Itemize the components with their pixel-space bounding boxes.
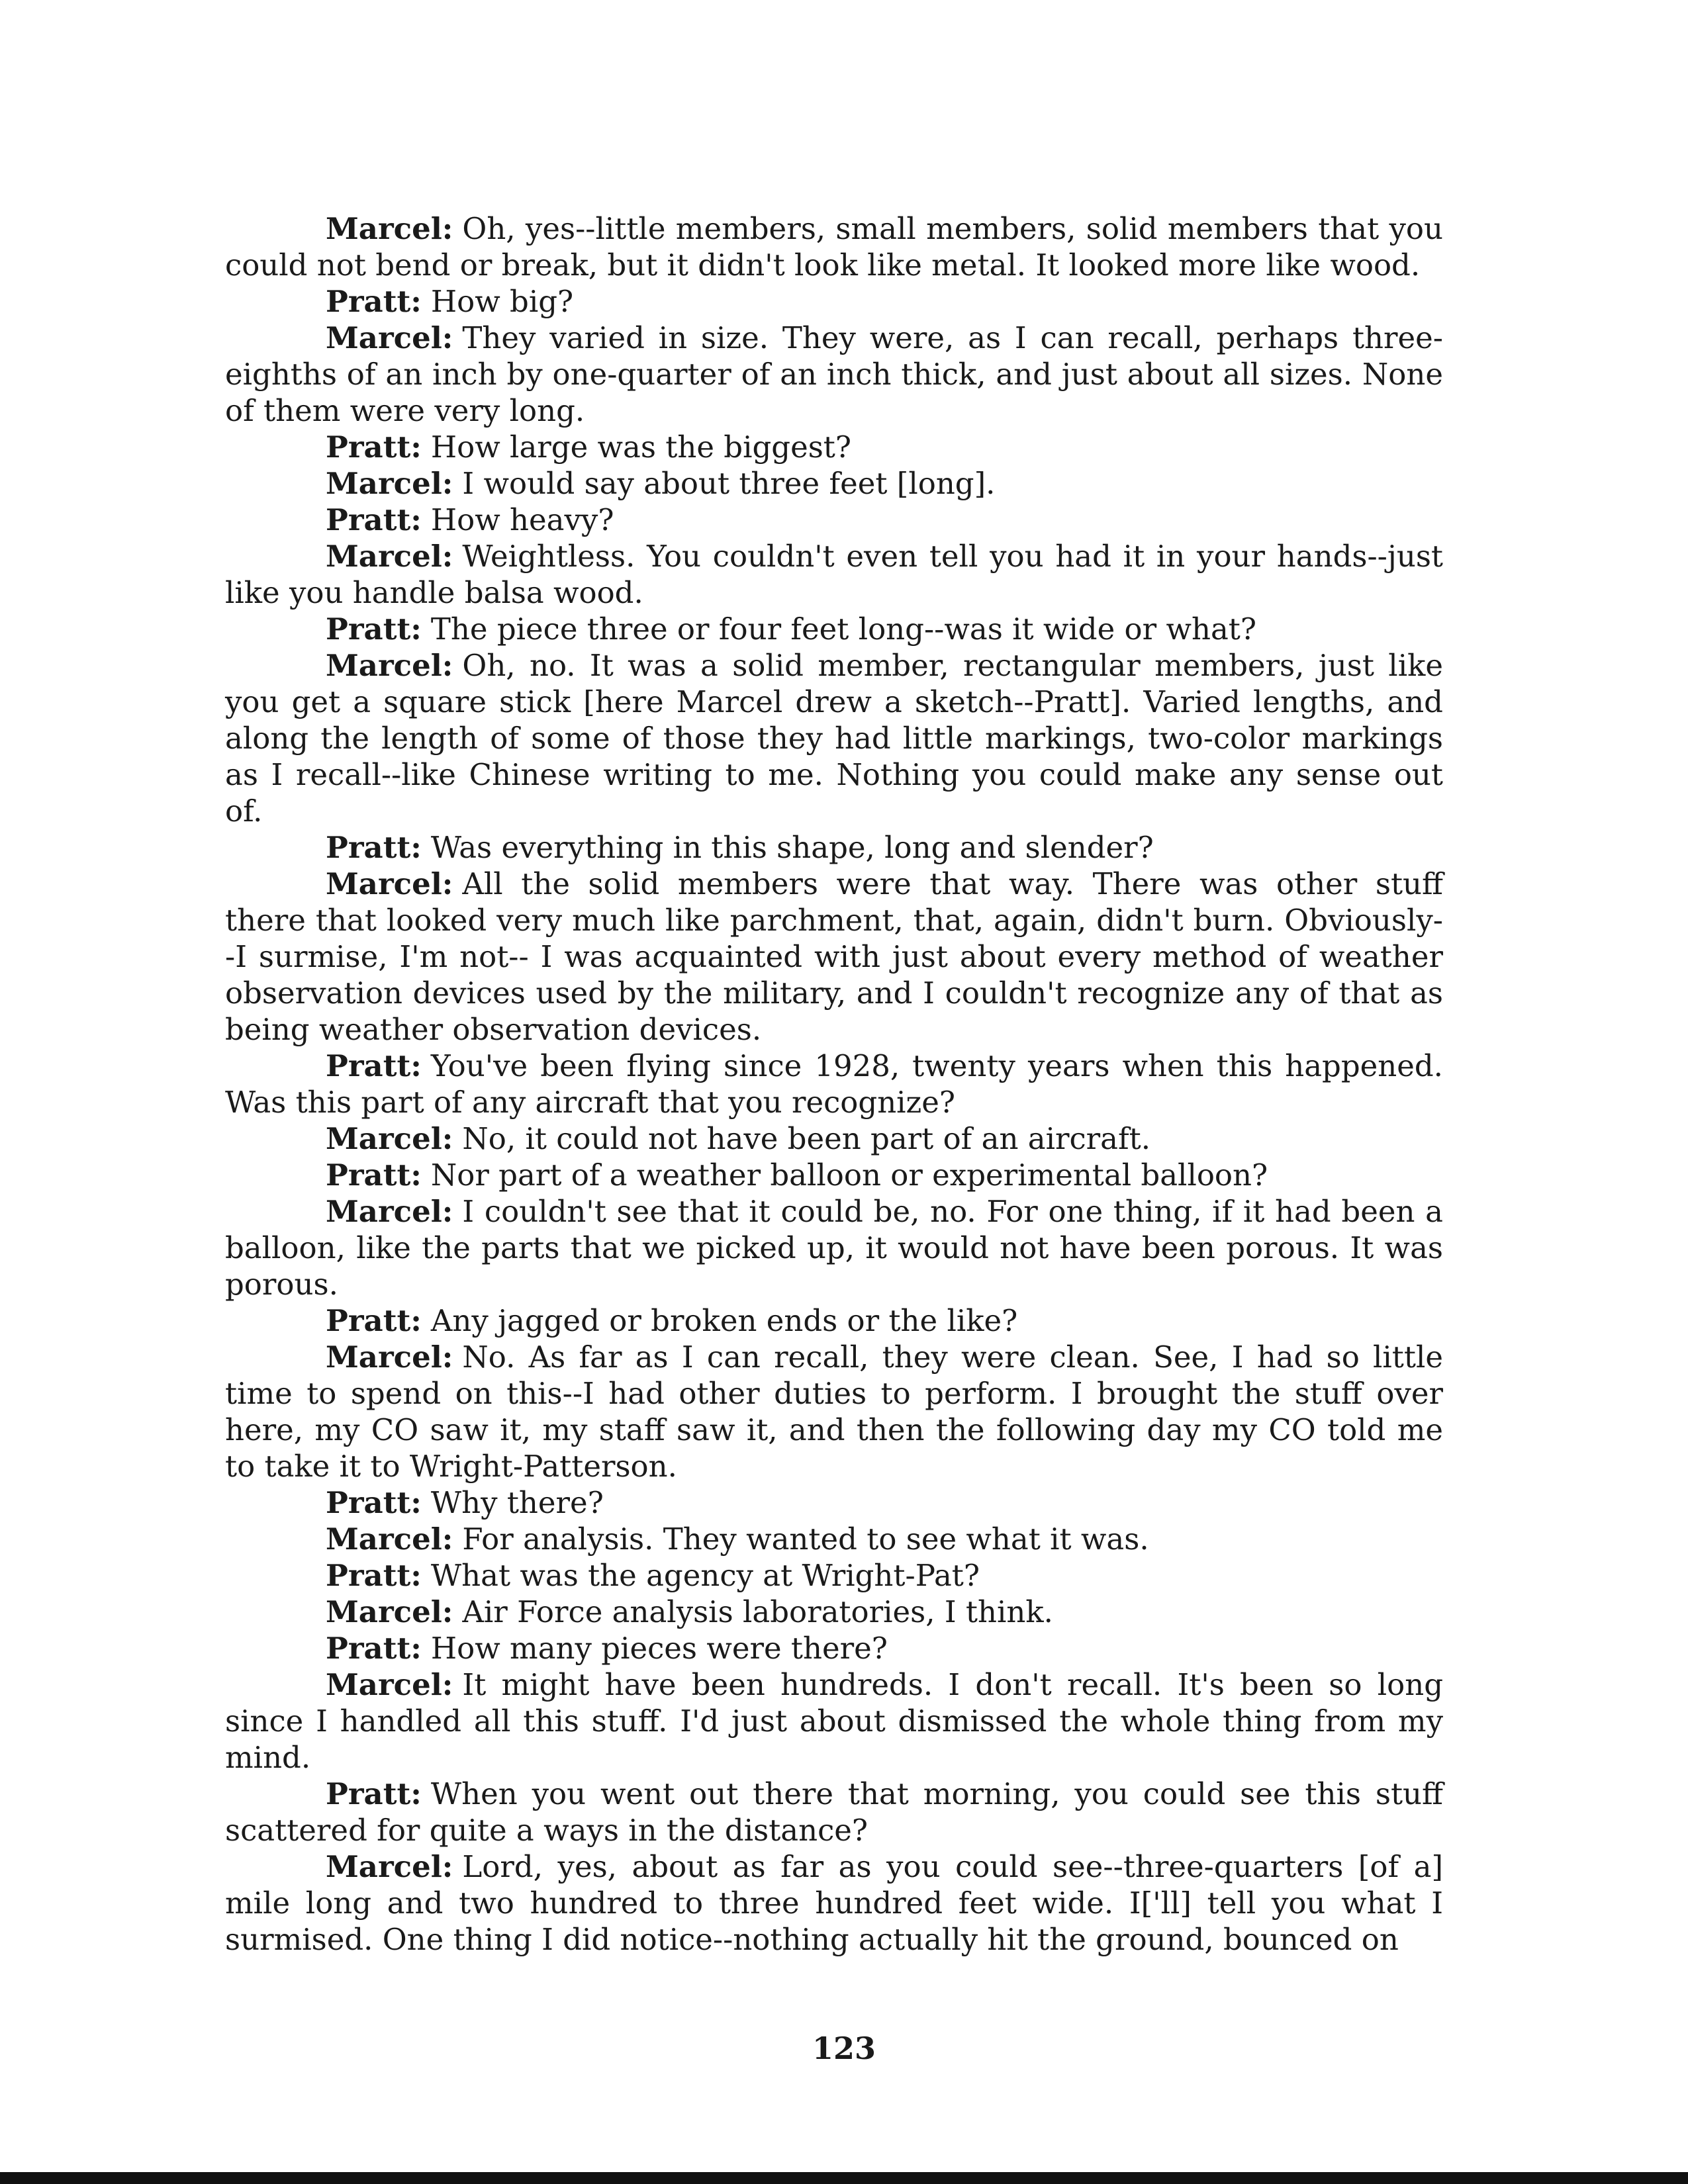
transcript-paragraph [225, 1120, 1443, 1157]
speaker-label: Pratt: [326, 1485, 422, 1520]
speaker-label: Marcel: [326, 648, 453, 683]
speaker-label: Marcel: [326, 1194, 453, 1229]
dialogue-text: No. As far as I can recall, they were clean. See, I had so little time to spend on this--I had other duties to perform. I brought the stuff over here, my CO saw it, my staff saw it, and then the following day my CO told me to take it to Wright-Patterson. [225, 1340, 1443, 1484]
transcript-paragraph [225, 647, 1443, 829]
dialogue-text: Was everything in this shape, long and slender? [430, 830, 1154, 865]
speaker-label: Marcel: [326, 1849, 453, 1884]
speaker-label: Pratt: [326, 502, 422, 537]
transcript-paragraph [225, 1302, 1443, 1339]
dialogue-text: How big? [430, 284, 574, 319]
speaker-label: Marcel: [326, 1667, 453, 1702]
transcript-paragraph [225, 502, 1443, 538]
scan-bottom-edge [0, 2172, 1688, 2184]
speaker-label: Marcel: [326, 1594, 453, 1629]
transcript-paragraph [225, 283, 1443, 320]
transcript-paragraph [225, 1557, 1443, 1594]
dialogue-text: What was the agency at Wright-Pat? [430, 1558, 980, 1593]
dialogue-text: How large was the biggest? [430, 430, 852, 465]
transcript-paragraph [225, 210, 1443, 283]
dialogue-text: You've been flying since 1928, twenty years when this happened. Was this part of any aircraft that you recognize? [225, 1048, 1443, 1120]
dialogue-text: The piece three or four feet long--was it wide or what? [430, 612, 1256, 647]
transcript-paragraph [225, 320, 1443, 429]
dialogue-text: They varied in size. They were, as I can recall, perhaps three-eighths of an inch by one-quarter of an inch thick, and just about all sizes. None of them were very long. [225, 320, 1443, 428]
dialogue-text: When you went out there that morning, you could see this stuff scattered for quite a ways in the distance? [225, 1776, 1443, 1848]
transcript-paragraph [225, 1193, 1443, 1302]
speaker-label: Pratt: [326, 284, 422, 319]
dialogue-text: Why there? [430, 1485, 604, 1520]
speaker-label: Pratt: [326, 1303, 422, 1338]
transcript-paragraph [225, 1776, 1443, 1848]
transcript-paragraph [225, 1630, 1443, 1666]
speaker-label: Marcel: [326, 466, 453, 501]
transcript-paragraph [225, 1594, 1443, 1630]
speaker-label: Marcel: [326, 1522, 453, 1557]
dialogue-text: Air Force analysis laboratories, I think. [462, 1594, 1053, 1629]
speaker-label: Marcel: [326, 211, 453, 246]
transcript-paragraph [225, 1339, 1443, 1484]
speaker-label: Pratt: [326, 1558, 422, 1593]
interview-transcript [225, 210, 1443, 1958]
transcript-paragraph [225, 1048, 1443, 1120]
transcript-paragraph [225, 429, 1443, 465]
dialogue-text: Oh, no. It was a solid member, rectangular members, just like you get a square stick [here Marcel drew a sketch--Pratt]. Varied lengths, and along the length of some of those they had little markings, two-color markings as I recall--like Chinese writing to me. Nothing you could make any sense out of. [225, 648, 1443, 829]
speaker-label: Pratt: [326, 1158, 422, 1193]
speaker-label: Pratt: [326, 830, 422, 865]
dialogue-text: For analysis. They wanted to see what it was. [462, 1522, 1149, 1557]
transcript-paragraph [225, 1848, 1443, 1958]
speaker-label: Pratt: [326, 1631, 422, 1666]
dialogue-text: No, it could not have been part of an aircraft. [462, 1121, 1151, 1156]
dialogue-text: Weightless. You couldn't even tell you had it in your hands--just like you handle balsa wood. [225, 539, 1443, 610]
speaker-label: Pratt: [326, 430, 422, 465]
dialogue-text: How heavy? [430, 502, 614, 537]
transcript-paragraph [225, 538, 1443, 611]
speaker-label: Marcel: [326, 1121, 453, 1156]
transcript-paragraph [225, 1484, 1443, 1521]
speaker-label: Marcel: [326, 1340, 453, 1375]
page-number: 123 [812, 2030, 876, 2066]
transcript-paragraph [225, 1157, 1443, 1193]
dialogue-text: It might have been hundreds. I don't recall. It's been so long since I handled all this stuff. I'd just about dismissed the whole thing from my mind. [225, 1667, 1443, 1775]
dialogue-text: How many pieces were there? [430, 1631, 888, 1666]
transcript-paragraph [225, 465, 1443, 502]
speaker-label: Marcel: [326, 539, 453, 574]
speaker-label: Pratt: [326, 1048, 422, 1083]
dialogue-text: I would say about three feet [long]. [462, 466, 996, 501]
transcript-paragraph [225, 829, 1443, 866]
dialogue-text: Nor part of a weather balloon or experimental balloon? [430, 1158, 1268, 1193]
speaker-label: Marcel: [326, 866, 453, 901]
speaker-label: Pratt: [326, 1776, 422, 1811]
dialogue-text: I couldn't see that it could be, no. For one thing, if it had been a balloon, like the parts that we picked up, it would not have been porous. It was porous. [225, 1194, 1443, 1302]
transcript-paragraph [225, 1521, 1443, 1557]
transcript-paragraph [225, 1666, 1443, 1776]
speaker-label: Pratt: [326, 612, 422, 647]
transcript-paragraph [225, 611, 1443, 647]
speaker-label: Marcel: [326, 320, 453, 355]
dialogue-text: Any jagged or broken ends or the like? [430, 1303, 1018, 1338]
transcript-paragraph [225, 866, 1443, 1048]
dialogue-text: Oh, yes--little members, small members, solid members that you could not bend or break, but it didn't look like metal. It looked more like wood. [225, 211, 1443, 283]
dialogue-text: Lord, yes, about as far as you could see--three-quarters [of a] mile long and two hundred to three hundred feet wide. I['ll] tell you what I surmised. One thing I did notice--nothing actually hit the ground, bounced on [225, 1849, 1443, 1957]
dialogue-text: All the solid members were that way. There was other stuff there that looked very much like parchment, that, again, didn't burn. Obviously--I surmise, I'm not-- I was acquainted with just about every method of weather observation devices used by the military, and I couldn't recognize any of that as being weather observation devices. [225, 866, 1443, 1047]
